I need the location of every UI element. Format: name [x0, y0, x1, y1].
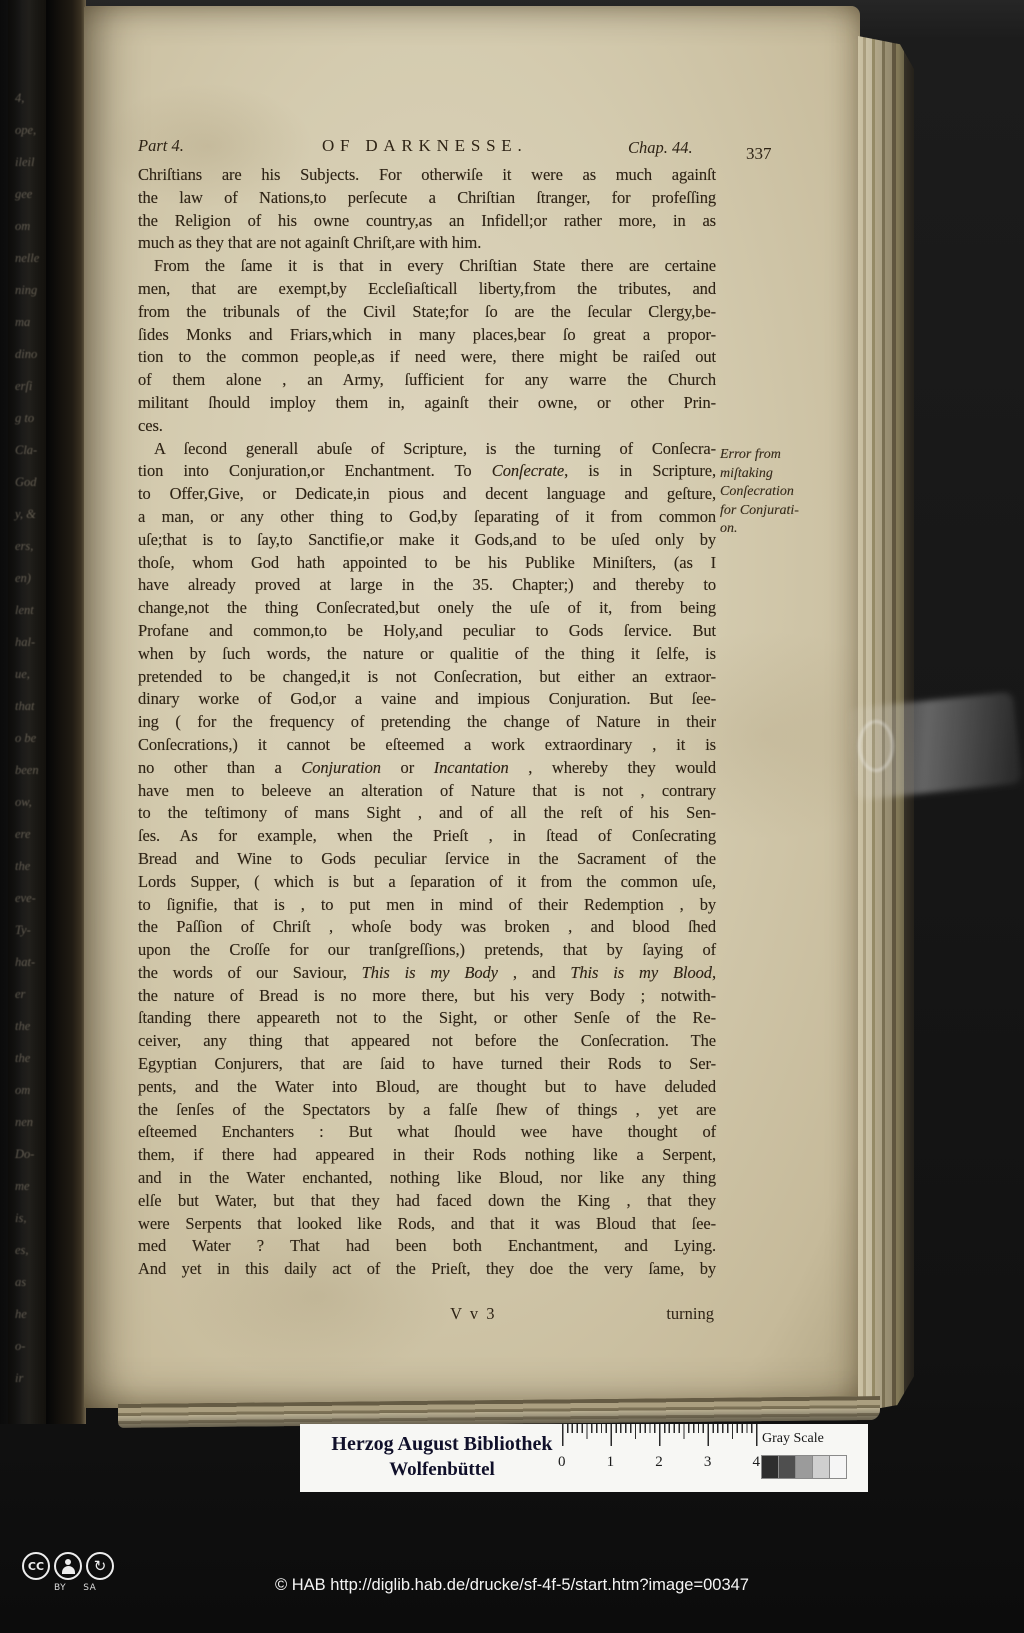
text-line: much as they that are not againſt Chriſt,are with him.	[138, 233, 482, 253]
edge-text-fragment: the	[15, 1019, 31, 1033]
sa-arrow-glyph: ↻	[93, 1556, 107, 1575]
edge-text-fragment: o be	[15, 731, 37, 745]
text-line: from the tribunals of the Civil State;for ſo are the ſecular Clergy,be-	[138, 301, 716, 321]
gray-scale-swatch	[812, 1455, 830, 1479]
text-line: elſe but Water, but that they had faced down the King , that they	[138, 1190, 716, 1210]
margin-note-line: for Conjurati-	[720, 502, 799, 518]
edge-text-fragment: o-	[15, 1339, 26, 1353]
text-line: the words of our Saviour, This is my Body , and This is my Blood,	[138, 962, 716, 982]
text-line: and in the Water enchanted, nothing like Bloud, nor like any thing	[138, 1168, 716, 1188]
text-line: eſteemed Enchanters : But what ſhould wee have thought of	[138, 1122, 716, 1142]
text-line: ces.	[138, 415, 163, 435]
text-line: From the ſame it is that in every Chriſtian State there are certaine	[154, 256, 716, 276]
text-line: Conſecrations,) it cannot be eſteemed a work extraordinary , it is	[138, 734, 716, 754]
ruler-ticks	[562, 1424, 758, 1446]
text-line: to the teſtimony of mans Sight , and of all the reſt of his Sen-	[138, 803, 716, 823]
text-line: no other than a Conjuration or Incantation , whereby they would	[138, 757, 716, 777]
page-number: 337	[746, 144, 772, 163]
license-label-sa: SA	[83, 1583, 97, 1593]
text-line: a man, or any other thing to God,by ſeparating of it from common	[138, 506, 716, 526]
edge-text-fragment: y, &	[15, 507, 36, 521]
ruler-number: 1	[606, 1454, 615, 1470]
gray-scale-swatches	[762, 1455, 854, 1479]
edge-text-fragment: es,	[15, 1243, 29, 1257]
edge-text-fragment: ue,	[15, 667, 30, 681]
edge-text-fragment: ir	[15, 1371, 24, 1385]
text-line: the ſenſes of the Spectators by a falſe ſhew of things , yet are	[138, 1099, 716, 1119]
edge-text-fragment: er	[15, 987, 26, 1001]
text-line: And yet in this daily act of the Prieſt, they doe the very ſame, by	[138, 1259, 716, 1279]
text-line: Profane and common,to be Holy,and peculiar to Gods ſervice. But	[138, 620, 716, 640]
paragraph	[138, 438, 716, 1281]
edge-text-fragment: me	[15, 1179, 30, 1193]
edge-text-fragment: ning	[15, 283, 38, 297]
text-line: change,not the thing Conſecrated,but onely the uſe of it, from being	[138, 598, 716, 618]
library-banner	[300, 1424, 868, 1492]
edge-text-fragment: been	[15, 763, 39, 777]
edge-text-fragment: he	[15, 1307, 27, 1321]
margin-note	[720, 446, 822, 539]
person-head	[65, 1559, 71, 1565]
edge-text-fragment: that	[15, 699, 35, 713]
text-line: pretended to be changed,it is not Conſecration, but either an extraor-	[138, 666, 716, 686]
edge-text-fragment: hal-	[15, 635, 36, 649]
copyright-line: © HAB http://diglib.hab.de/drucke/sf-4f-5/start.htm?image=00347	[275, 1576, 749, 1594]
edge-text-fragment: ers,	[15, 539, 34, 553]
text-line: Lords Supper, ( which is but a ſeparation of it from the common uſe,	[138, 871, 716, 891]
text-line: ſtanding there appeareth not to the Sight, or other Senſe of the Re-	[138, 1008, 716, 1028]
gray-scale-label: Gray Scale	[762, 1431, 824, 1446]
edge-text-fragment: om	[15, 1083, 31, 1097]
ruler-numbers	[558, 1454, 760, 1471]
text-line: the Paſſion of Chriſt , whoſe body was broken , and blood ſhed	[138, 917, 716, 937]
left-edge-text-fragments	[8, 0, 46, 1394]
gray-scale-swatch	[761, 1455, 779, 1479]
gray-scale-swatch	[795, 1455, 813, 1479]
gray-scale-swatch	[829, 1455, 847, 1479]
text-line: dinary worke of God,or a vaine and impious Conjuration. But ſee-	[138, 689, 716, 709]
edge-text-fragment: the	[15, 1051, 31, 1065]
edge-text-fragment: erſi	[15, 379, 33, 393]
text-line: when by ſuch words, the nature or qualitie of the thing it ſelfe, is	[138, 643, 716, 663]
text-line: men, that are exempt,by Eccleſiaſticall liberty,from the tributes, and	[138, 278, 716, 298]
margin-note-line: on.	[720, 521, 738, 537]
ruler-number: 3	[703, 1454, 712, 1470]
text-line: Egyptian Conjurers, that are ſaid to have turned their Rods to Ser-	[138, 1054, 716, 1074]
edge-text-fragment: as	[15, 1275, 27, 1289]
text-line: pents, and the Water into Bloud, are thought but to have deluded	[138, 1076, 716, 1096]
edge-text-fragment: the	[15, 859, 31, 873]
text-line: med Water ? That had been both Enchantment, and Lying.	[138, 1236, 716, 1256]
license-label-by: BY	[54, 1583, 67, 1593]
text-line: tion into Conjuration,or Enchantment. To Conſecrate, is in Scripture,	[138, 461, 716, 481]
text-line: ſides Monks and Friars,which in many places,bear ſo great a propor-	[138, 324, 716, 344]
signature-mark: V v 3	[450, 1304, 497, 1323]
edge-text-fragment: Do-	[15, 1147, 35, 1161]
text-line: militant ſhould imploy them in, againſt their owne, or other Prin-	[138, 392, 716, 412]
text-line: ſes. As for example, when the Prieſt , in ſtead of Conſecrating	[138, 826, 716, 846]
edge-text-fragment: lent	[15, 603, 34, 617]
edge-text-fragment: is,	[15, 1211, 27, 1225]
edge-text-fragment: gee	[15, 187, 33, 201]
gray-scale-swatch	[778, 1455, 796, 1479]
edge-text-fragment: ma	[15, 315, 31, 329]
edge-text-fragment: ileil	[15, 155, 35, 169]
text-line: have men to beleeve an alteration of Nature that is not , contrary	[138, 780, 716, 800]
text-line: them, if there had appeared in their Rods nothing like a Serpent,	[138, 1145, 716, 1165]
edge-text-fragment: hat-	[15, 955, 36, 969]
text-line: to Offer,Give, or Dedicate,in pious and decent language and geſture,	[138, 484, 716, 504]
text-line: upon the Croſſe for our tranſgreſſions,) pretends, that by ſaying of	[138, 940, 716, 960]
ruler-number: 4	[752, 1454, 760, 1470]
edge-text-fragment: om	[15, 219, 31, 233]
edge-text-fragment: ere	[15, 827, 31, 841]
edge-text-fragment: Cla-	[15, 443, 38, 457]
paragraph	[138, 255, 716, 437]
text-line: uſe;that is to ſay,to Sanctifie,or make it Gods,and to be uſed only by	[138, 529, 716, 549]
edge-text-fragment: Ty-	[15, 923, 31, 937]
text-line: the Religion of his owne country,as an Infidell;or rather more, in as	[138, 210, 716, 230]
edge-text-fragment: nelle	[15, 251, 40, 265]
book-page	[84, 6, 860, 1408]
text-line: thoſe, whom God hath appointed to be his Publike Miniſters, (as I	[138, 552, 716, 572]
edge-text-fragment: 4,	[15, 91, 25, 105]
edge-text-fragment: nen	[15, 1115, 34, 1129]
edge-text-fragment: God	[15, 475, 37, 489]
text-line: ceiver, any thing that appeared not before the Conſecration. The	[138, 1031, 716, 1051]
text-line: tion to the common people,as if need were, there might be raiſed out	[138, 347, 716, 367]
text-line: the law of Nations,to perſecute a Chriſtian ſtranger, for profeſſing	[138, 187, 716, 207]
edge-text-fragment: ope,	[15, 123, 37, 137]
running-title: OF DARKNESSE.	[322, 136, 528, 155]
left-page-edge	[8, 0, 46, 1424]
catchword: turning	[666, 1304, 714, 1323]
text-line: were Serpents that looked like Rods, and that it was Bloud that ſee-	[138, 1213, 716, 1233]
text-line: of them alone , an Army, ſufficient for any warre the Church	[138, 370, 716, 390]
chapter-label: Chap. 44.	[628, 138, 693, 157]
library-name-line1: Herzog August Bibliothek	[331, 1433, 553, 1455]
text-block	[138, 164, 716, 1281]
signature-row	[138, 1304, 716, 1328]
text-line: the nature of Bread is no more there, but his very Body ; notwith-	[138, 985, 716, 1005]
cc-icon: CC	[22, 1552, 50, 1580]
edge-text-fragment: g to	[15, 411, 35, 425]
part-label: Part 4.	[138, 136, 184, 155]
text-line: have already proved at large in the 35. Chapter;) and thereby to	[138, 575, 716, 595]
ruler-number: 0	[558, 1454, 566, 1470]
text-line: Chriſtians are his Subjects. For otherwiſe it were as much againſt	[138, 165, 716, 184]
edge-text-fragment: eve-	[15, 891, 36, 905]
paragraph	[138, 164, 716, 255]
text-line: to ſignifie, that is , to put men in mind of their Redemption , by	[138, 894, 716, 914]
edge-text-fragment: dino	[15, 347, 38, 361]
gray-scale	[762, 1431, 854, 1479]
book-spine	[0, 0, 86, 1424]
text-line: Bread and Wine to Gods peculiar ſervice in the Sacrament of the	[138, 848, 716, 868]
person-body	[62, 1566, 75, 1574]
ruler	[558, 1424, 774, 1492]
edge-text-fragment: ow,	[15, 795, 32, 809]
edge-text-fragment: en)	[15, 571, 31, 585]
margin-note-line: Conſecration	[720, 484, 794, 500]
library-name-line2: Wolfenbüttel	[389, 1459, 495, 1480]
margin-note-line: Error from	[720, 447, 781, 462]
ruler-number: 2	[655, 1454, 663, 1470]
text-line: A ſecond generall abuſe of Scripture, is the turning of Conſecra-	[154, 438, 716, 458]
margin-note-line: miſtaking	[720, 465, 773, 481]
page-holder-clip	[858, 720, 894, 772]
text-line: ing ( for the frequency of pretending the change of Nature in their	[138, 712, 716, 732]
library-name	[308, 1431, 576, 1483]
